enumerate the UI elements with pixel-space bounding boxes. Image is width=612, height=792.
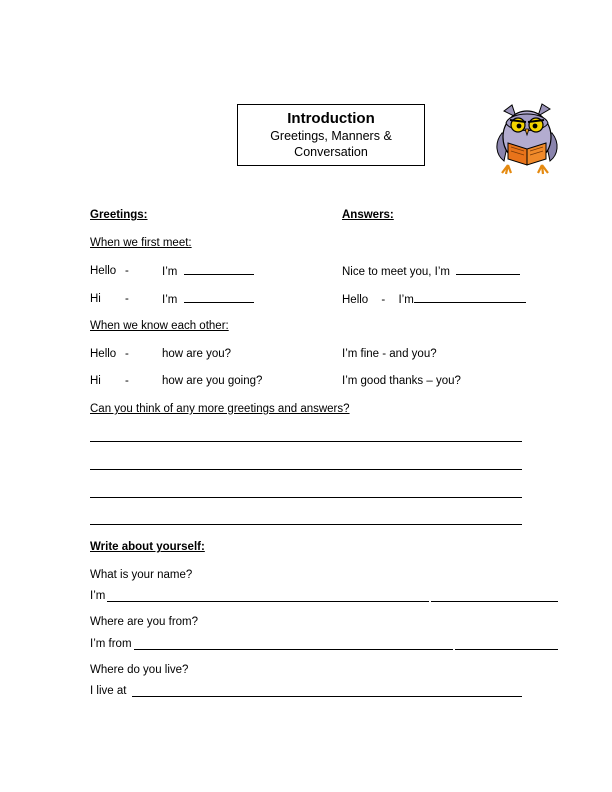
live-line[interactable] <box>132 696 522 697</box>
question-live: Where do you live? <box>90 664 189 676</box>
know-each-other-label: When we know each other: <box>90 320 229 332</box>
reply-phrase-text: I’m <box>162 294 178 306</box>
question-from: Where are you from? <box>90 616 199 628</box>
greeting-hi-2: Hi <box>90 375 101 387</box>
question-name: What is your name? <box>90 569 193 581</box>
first-meet-label: When we first meet: <box>90 237 192 249</box>
answer-blank[interactable] <box>414 293 526 303</box>
answer-row-1 <box>342 265 520 278</box>
page-title: Introduction <box>287 110 375 127</box>
name-line-extension[interactable] <box>431 601 558 602</box>
owl-reading-book-icon <box>494 103 562 175</box>
reply-phrase <box>162 293 254 306</box>
greeting-hello-1: Hello <box>90 265 117 277</box>
reply-phrase <box>162 265 254 278</box>
dash: - <box>125 293 129 305</box>
dash: - <box>125 265 129 277</box>
dash: - <box>125 375 129 387</box>
page-subtitle: Greetings, Manners & Conversation <box>270 129 392 159</box>
answers-heading: Answers: <box>342 209 394 221</box>
answer-from-prefix: I’m from <box>90 638 132 650</box>
answer-dash: - <box>381 294 386 306</box>
name-blank[interactable] <box>184 293 254 303</box>
from-line-extension[interactable] <box>455 649 558 650</box>
greeting-hello-2: Hello <box>90 348 117 360</box>
writing-line-4[interactable] <box>90 524 522 525</box>
greetings-heading: Greetings: <box>90 209 148 221</box>
from-line[interactable] <box>134 649 453 650</box>
answer-hello-text: Hello <box>342 294 369 306</box>
writing-line-2[interactable] <box>90 469 522 470</box>
answer-text: Nice to meet you, I’m <box>342 266 451 278</box>
answer-row-4: I’m good thanks – you? <box>342 375 461 387</box>
answer-name-prefix: I’m <box>90 590 106 602</box>
name-blank[interactable] <box>184 265 254 275</box>
writing-line-3[interactable] <box>90 497 522 498</box>
answer-row-2 <box>342 293 526 306</box>
greeting-hi-1: Hi <box>90 293 101 305</box>
question-phrase: how are you going? <box>162 375 263 387</box>
writing-line-1[interactable] <box>90 441 522 442</box>
answer-blank[interactable] <box>456 265 520 275</box>
title-box <box>237 104 425 166</box>
answer-live-prefix: I live at <box>90 685 127 697</box>
question-phrase: how are you? <box>162 348 232 360</box>
name-line[interactable] <box>107 601 429 602</box>
reply-phrase-text: I’m <box>162 266 178 278</box>
answer-im-text: I’m <box>398 294 414 306</box>
about-heading: Write about yourself: <box>90 541 205 553</box>
answer-row-3: I’m fine - and you? <box>342 348 437 360</box>
dash: - <box>125 348 129 360</box>
more-greetings-question: Can you think of any more greetings and answers? <box>90 403 350 415</box>
